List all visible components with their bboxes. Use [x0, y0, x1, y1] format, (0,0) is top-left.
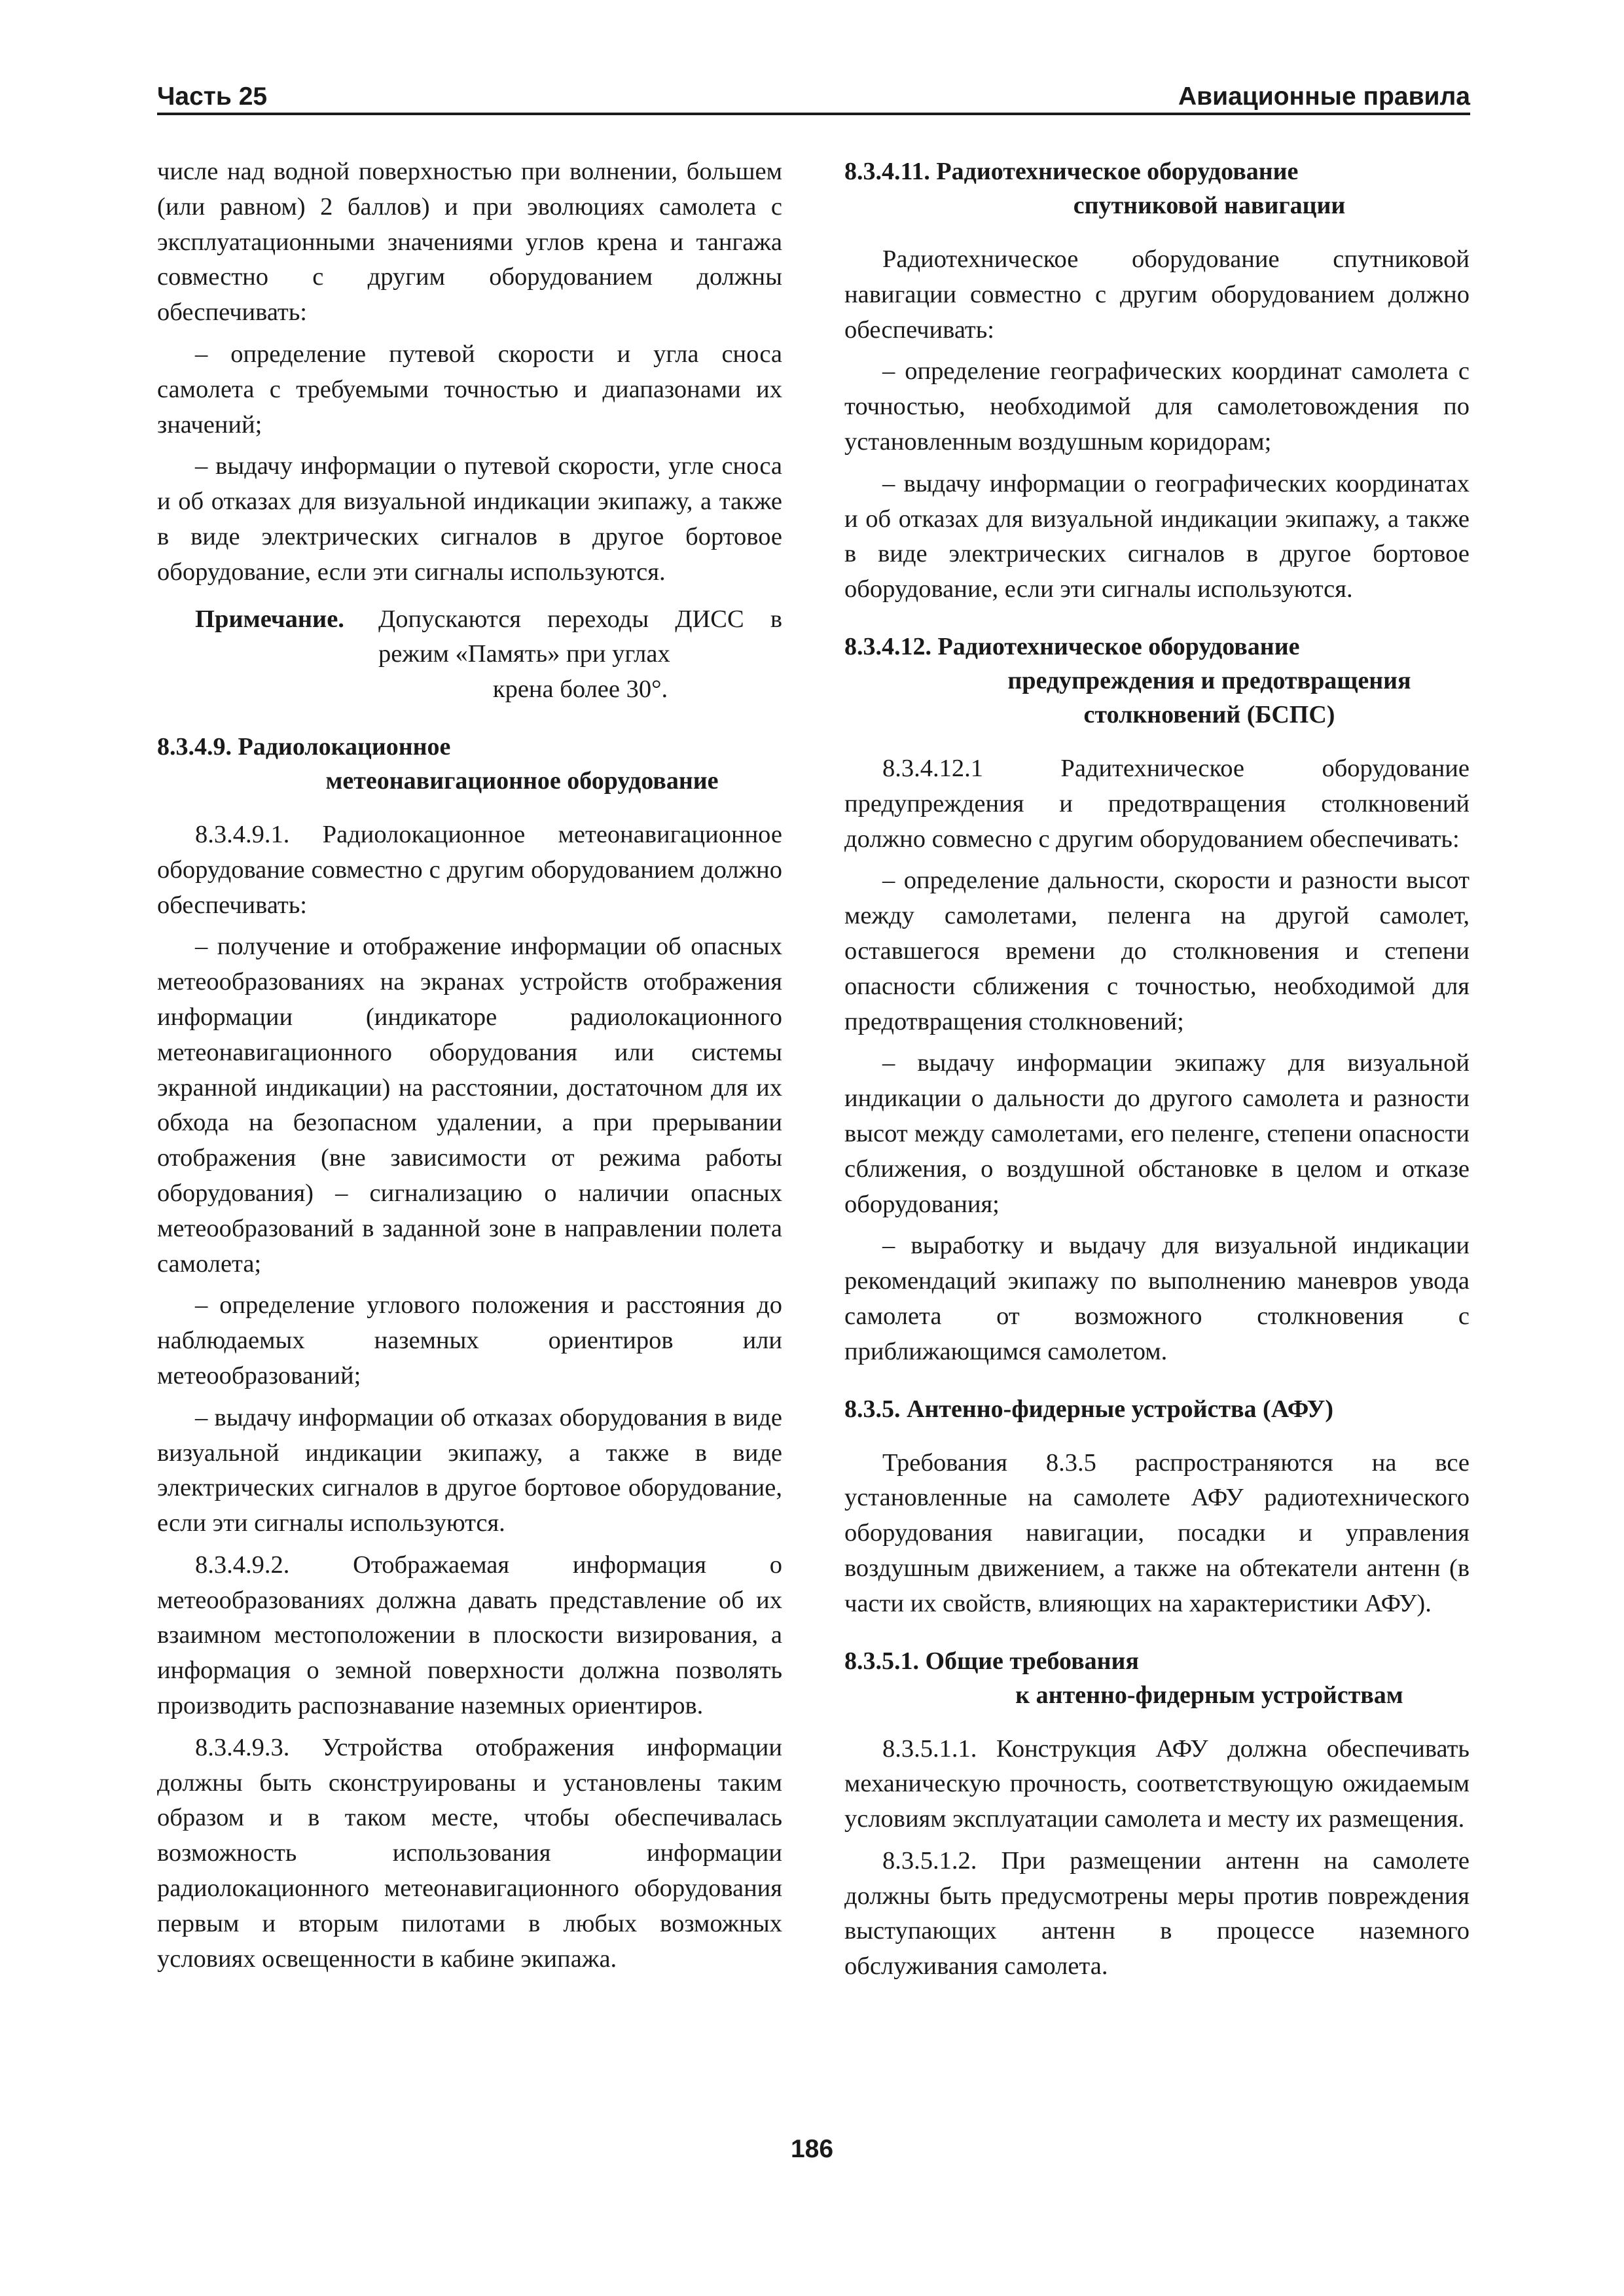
section-title: 8.3.5. Антенно-фидерные устройства (АФУ) — [844, 1395, 1334, 1423]
section-number: 8.3.4.11. — [844, 158, 930, 185]
paragraph: – выработку и выдачу для визуальной индикации рекомендаций экипажу по выполнению маневров увода самолета от возможного столкновения с приближающимся самолетом. — [844, 1232, 1470, 1365]
paragraph: – определение географических координат самолета с точностью, необходимой для самолетовождения по установленным воздушным коридорам; — [844, 357, 1470, 456]
paragraph: Радиотехническое оборудование спутниковой навигации совместно с другим оборудованием должно обеспечивать: — [844, 245, 1470, 344]
right-column — [844, 154, 1470, 1991]
section-number: 8.3.5.1. — [844, 1647, 919, 1675]
paragraph: 8.3.4.9.3. Устройства отображения информации должны быть сконструированы и установлены таким образом и в таком месте, чтобы обеспечивалась возможность использования информации радиолокационного метеонавигационного оборудования первым и вторым пилотами в любых возможных условиях освещенности в кабине экипажа. — [157, 1733, 782, 1973]
section-title-line: Радиотехническое оборудование — [936, 158, 1299, 185]
section-title-line: столкновений (БСПС) — [1083, 700, 1335, 728]
section-title-line: Общие требования — [925, 1647, 1139, 1675]
header-title: Авиационные правила — [1178, 82, 1470, 111]
section-title-line: метеонавигационное оборудование — [325, 766, 719, 795]
section-heading-8-3-5-1 — [844, 1644, 1470, 1712]
section-title-line: Радиотехническое оборудование — [937, 632, 1300, 660]
section-number: 8.3.4.12. — [844, 632, 931, 660]
paragraph: числе над водной поверхностью при волнении, большем (или равном) 2 баллов) и при эволюциях самолета с эксплуатационными значениями углов крена и тангажа совместно с другим оборудованием должны обеспечивать: — [157, 158, 782, 327]
section-title-line: Радиолокационное — [238, 732, 451, 761]
section-number: 8.3.4.9. — [157, 732, 232, 761]
section-title-line: к антенно-фидерным устройствам — [1015, 1681, 1403, 1709]
section-heading-8-3-5 — [844, 1392, 1470, 1426]
paragraph: 8.3.4.9.1. Радиолокационное метеонавигационное оборудование совместно с другим оборудованием должно обеспечивать: — [157, 820, 782, 919]
section-heading-8-3-4-11 — [844, 154, 1470, 223]
paragraph: – получение и отображение информации об опасных метеообразованиях на экранах устройств отображения информации (индикаторе радиолокационного метеонавигационного оборудования или системы экранной индикации) на расстоянии, достаточном для их обхода на безопасном удалении, а при прерывании отображения (вне зависимости от режима работы оборудования) – сигнализацию о наличии опасных метеообразований в заданной зоне в направлении полета самолета; — [157, 933, 782, 1278]
page-number: 186 — [790, 2135, 834, 2163]
running-header — [157, 77, 1470, 117]
note-text: Допускаются переходы ДИСС в режим «Память» при углах — [378, 605, 782, 668]
paragraph: – выдачу информации экипажу для визуальной индикации о дальности до другого самолета и разности высот между самолетами, его пеленге, степени опасности сближения, о воздушной обстановке в целом и отказе оборудования; — [844, 1049, 1470, 1218]
section-title-line: спутниковой навигации — [1073, 192, 1346, 219]
paragraph: – определение путевой скорости и угла сноса самолета с требуемыми точностью и диапазонами их значений; — [157, 340, 782, 439]
section-heading-8-3-4-9 — [157, 730, 782, 798]
paragraph: Требования 8.3.5 распространяются на все установленные на самолете АФУ радиотехнического оборудования навигации, посадки и управления воздушным движением, а также на обтекатели антенн (в части их свойств, влияющих на характеристики АФУ). — [844, 1448, 1470, 1617]
paragraph: 8.3.4.9.2. Отображаемая информация о метеообразованиях должна давать представление об их взаимном местоположении в плоскости визирования, а информация о земной поверхности должна позволять производить распознавание наземных ориентиров. — [157, 1551, 782, 1720]
section-title-line: предупреждения и предотвращения — [1007, 666, 1411, 694]
note — [157, 602, 782, 708]
note-label: Примечание. — [195, 605, 344, 633]
header-rule — [157, 113, 1470, 115]
section-heading-8-3-4-12 — [844, 630, 1470, 732]
paragraph: – выдачу информации об отказах оборудования в виде визуальной индикации экипажу, а также в виде электрических сигналов в другое бортовое оборудование, если эти сигналы используются. — [157, 1403, 782, 1537]
note-text-end: крена более 30°. — [492, 675, 668, 704]
paragraph: – определение углового положения и расстояния до наблюдаемых наземных ориентиров или метеообразований; — [157, 1291, 782, 1390]
paragraph: 8.3.4.12.1 Радитехническое оборудование предупреждения и предотвращения столкновений должно совмесно с другим оборудованием обеспечивать: — [844, 754, 1470, 853]
paragraph: 8.3.5.1.1. Конструкция АФУ должна обеспечивать механическую прочность, соответствующую ожидаемым условиям эксплуатации самолета и месту их размещения. — [844, 1734, 1470, 1833]
paragraph: – выдачу информации о путевой скорости, угле сноса и об отказах для визуальной индикации экипажу, а также в виде электрических сигналов в другое бортовое оборудование, если эти сигналы используются. — [157, 452, 782, 586]
paragraph: – определение дальности, скорости и разности высот между самолетами, пеленга на другой самолет, оставшегося времени до столкновения и степени опасности сближения с точностью, необходимой для предотвращения столкновений; — [844, 867, 1470, 1035]
left-column — [157, 154, 782, 1983]
paragraph: 8.3.5.1.2. При размещении антенн на самолете должны быть предусмотрены меры против повреждения выступающих антенн в процессе наземного обслуживания самолета. — [844, 1846, 1470, 1981]
paragraph: – выдачу информации о географических координатах и об отказах для визуальной индикации экипажу, а также в виде электрических сигналов в другое бортовое оборудование, если эти сигналы используются. — [844, 469, 1470, 603]
header-part: Часть 25 — [157, 82, 268, 111]
